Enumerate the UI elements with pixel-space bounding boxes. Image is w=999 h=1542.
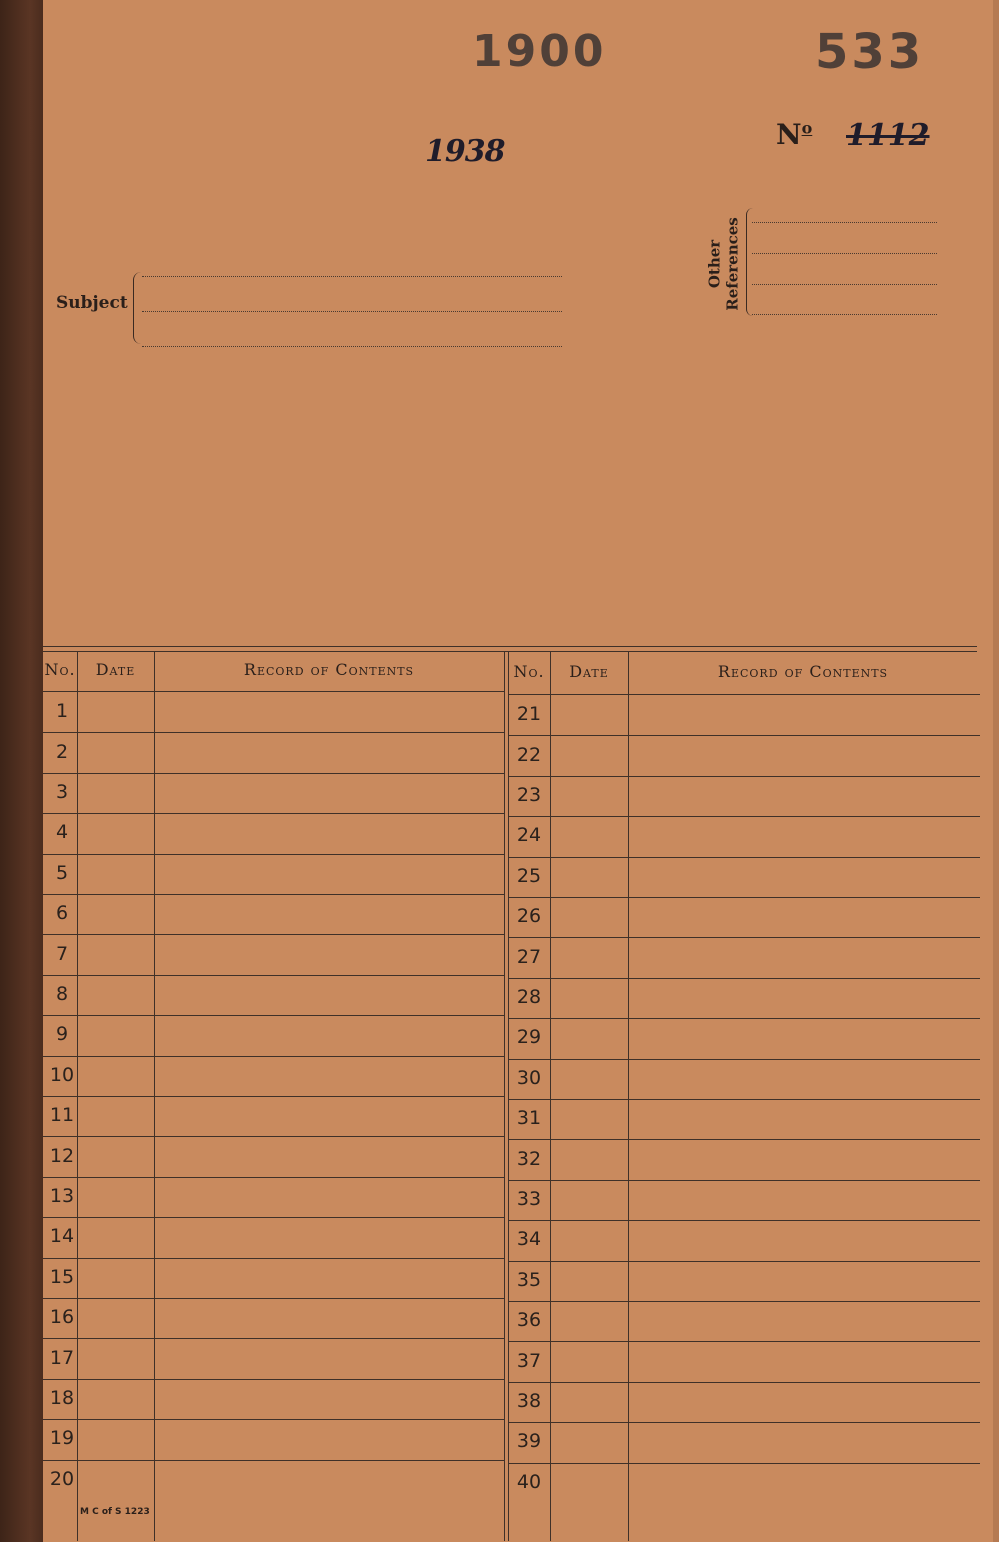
record-entry-cell[interactable] [78,1419,504,1457]
record-entry-cell[interactable] [78,975,504,1013]
record-entry-cell[interactable] [78,1136,504,1174]
subject-line-2[interactable] [142,311,562,312]
record-entry-cell[interactable] [78,1460,504,1498]
row-number: 23 [516,784,542,806]
number-label: $N^o$ [776,118,813,151]
handwritten-file-number: 1112 [846,118,930,153]
row-number: 17 [49,1346,75,1369]
row-number: 22 [516,743,542,766]
record-entry-cell[interactable] [551,1180,979,1218]
row-number: 5 [55,861,69,884]
row-number: 20 [49,1467,75,1490]
other-references-brace [746,208,754,316]
subject-brace [133,272,142,344]
record-entry-cell[interactable] [551,1422,979,1460]
right-header-date: Date [569,662,609,681]
handwritten-year: 1938 [425,134,505,169]
row-number: 25 [516,864,542,887]
year-stamp: 1900 [472,26,607,77]
record-entry-cell[interactable] [551,978,979,1016]
record-entry-cell[interactable] [551,897,979,935]
row-number: 34 [516,1228,542,1251]
row-number: 10 [49,1063,75,1086]
record-entry-cell[interactable] [78,1379,504,1417]
record-entry-cell[interactable] [551,857,979,895]
record-entry-cell[interactable] [78,1015,504,1053]
record-entry-cell[interactable] [551,776,979,814]
row-number: 13 [49,1185,75,1207]
right-header-record: Record of Contents [717,662,889,681]
record-entry-cell[interactable] [78,732,504,770]
row-number: 37 [516,1349,542,1372]
table-top-rule [43,646,977,647]
row-number: 8 [55,983,69,1005]
subject-line-1[interactable] [142,276,562,277]
row-number: 26 [516,905,542,928]
row-number: 21 [516,703,542,726]
row-number: 9 [55,1023,69,1046]
record-entry-cell[interactable] [551,1059,979,1097]
record-entry-cell[interactable] [551,1261,979,1299]
row-number: 7 [55,942,69,965]
row-number: 35 [516,1268,542,1291]
row-number: 28 [516,986,542,1008]
row-number: 16 [49,1306,75,1329]
row-number: 31 [516,1107,542,1130]
subject-line-3[interactable] [142,346,562,347]
row-number: 3 [55,781,69,803]
record-entry-cell[interactable] [551,1463,979,1501]
file-number-stamp: 533 [815,24,925,80]
row-number: 15 [49,1265,75,1288]
row-number: 19 [49,1427,75,1450]
record-entry-cell[interactable] [78,854,504,892]
row-number: 24 [516,824,542,847]
record-entry-cell[interactable] [78,1338,504,1376]
other-references-label: Other References [706,217,743,311]
row-number: 32 [516,1147,542,1170]
record-entry-cell[interactable] [78,934,504,972]
subject-label: Subject [56,293,128,313]
row-number: 33 [516,1188,542,1210]
record-entry-cell[interactable] [78,773,504,811]
record-entry-cell[interactable] [78,813,504,851]
record-entry-cell[interactable] [551,1220,979,1258]
record-entry-cell[interactable] [78,1177,504,1215]
left-header-record: Record of Contents [243,660,415,679]
row-number: 14 [49,1225,75,1248]
record-entry-cell[interactable] [551,1341,979,1379]
other-references-line-2[interactable] [752,253,937,254]
record-entry-cell[interactable] [551,1382,979,1420]
row-number: 2 [55,740,69,763]
row-number: 12 [49,1144,75,1167]
left-header-date: Date [95,660,136,679]
record-entry-cell[interactable] [78,1056,504,1094]
record-entry-cell[interactable] [551,1139,979,1177]
record-entry-cell[interactable] [551,1099,979,1137]
other-references-line-4[interactable] [752,314,937,315]
row-number: 1 [55,700,69,723]
record-entry-cell[interactable] [551,816,979,854]
row-number: 39 [516,1430,542,1453]
row-number: 40 [516,1470,542,1493]
left-header-no: No. [44,660,76,679]
record-entry-cell[interactable] [551,735,979,773]
record-entry-cell[interactable] [78,692,504,730]
row-number: 30 [516,1066,542,1089]
form-code: M C of S 1223 [80,1507,150,1517]
record-entry-cell[interactable] [78,1258,504,1296]
binding-spine [0,0,43,1542]
record-entry-cell[interactable] [551,937,979,975]
record-entry-cell[interactable] [78,1096,504,1134]
record-entry-cell[interactable] [78,894,504,932]
record-entry-cell[interactable] [551,1018,979,1056]
row-number: 11 [49,1104,75,1127]
row-number: 4 [55,821,69,844]
table-top-rule-inner [43,651,977,652]
record-entry-cell[interactable] [551,1301,979,1339]
right-header-no: No. [513,662,545,681]
other-references-line-3[interactable] [752,284,937,285]
record-entry-cell[interactable] [78,1217,504,1255]
record-entry-cell[interactable] [551,695,979,733]
row-number: 38 [516,1390,542,1412]
record-entry-cell[interactable] [78,1298,504,1336]
row-number: 36 [516,1309,542,1332]
page-edge [993,0,999,1542]
row-number: 6 [55,902,69,925]
row-number: 29 [516,1026,542,1049]
other-references-line-1[interactable] [752,222,937,223]
row-number: 27 [516,945,542,968]
row-number: 18 [49,1387,75,1409]
